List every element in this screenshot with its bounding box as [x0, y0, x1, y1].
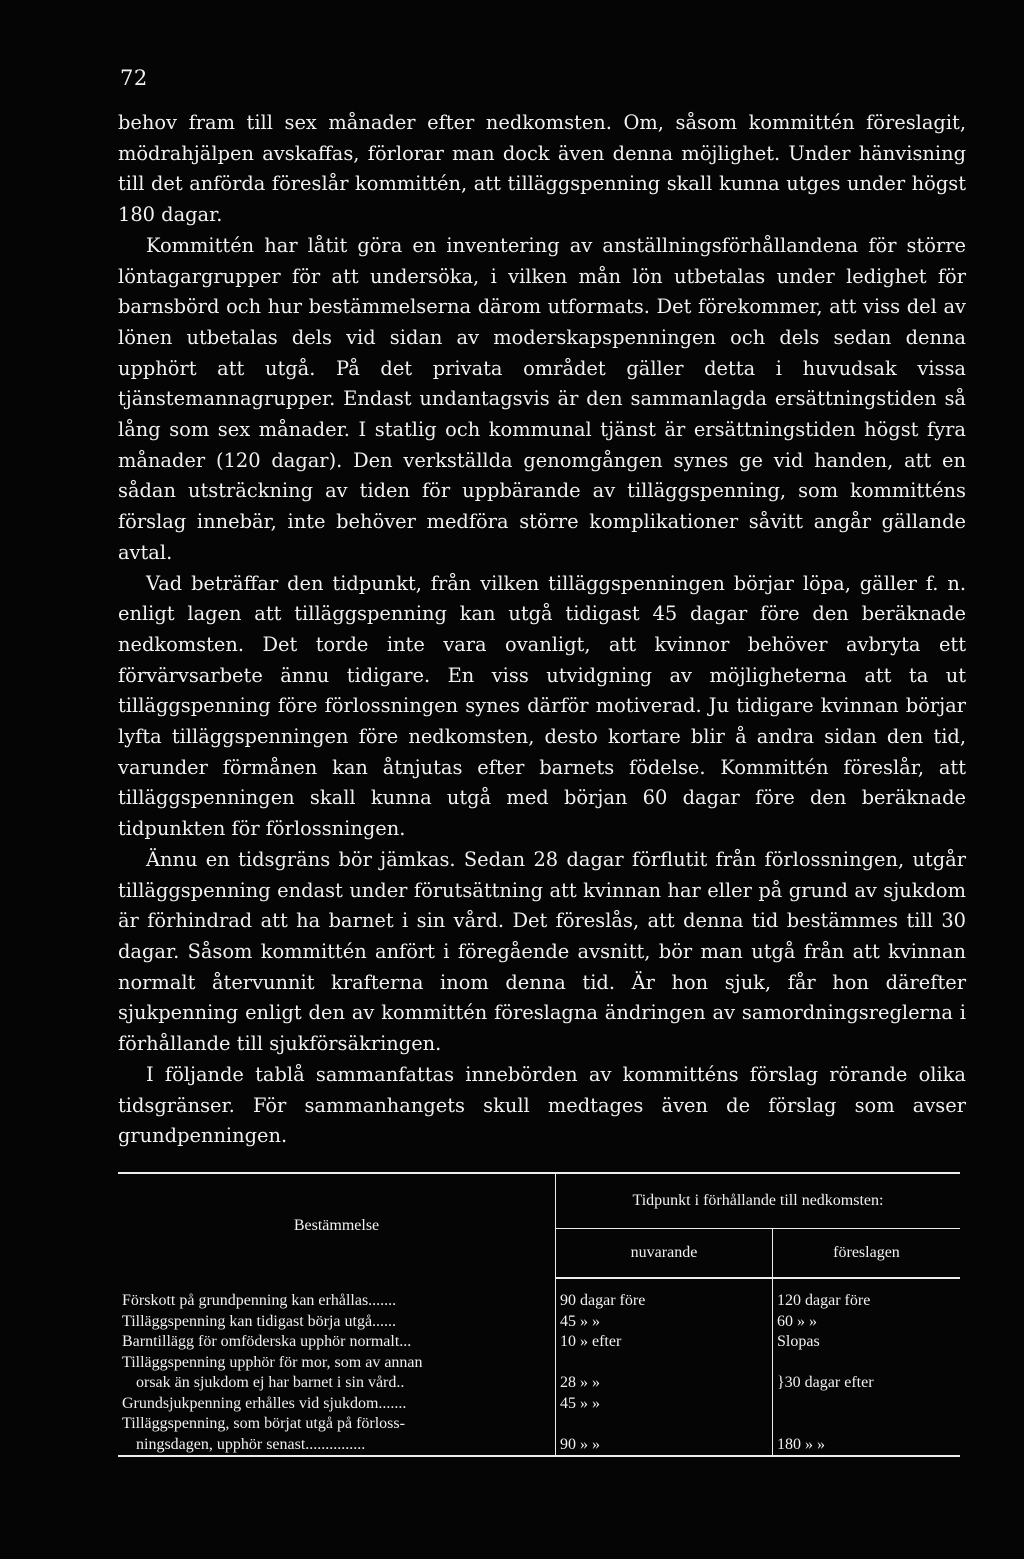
- row-proposed: 180 » »: [773, 1414, 961, 1456]
- row-label-line2: orsak än sjukdom ej har barnet i sin vård..: [136, 1374, 405, 1391]
- row-label: Barntillägg för omföderska upphör normalt...: [118, 1332, 556, 1353]
- row-current: 10 » efter: [556, 1332, 773, 1353]
- row-proposed: Slopas: [777, 1333, 820, 1350]
- row-label: Tilläggspenning kan tidigast börja utgå......: [118, 1312, 556, 1333]
- column-header-bestammelse: Bestämmelse: [118, 1173, 556, 1278]
- paragraph: Ännu en tidsgräns bör jämkas. Sedan 28 dagar förflutit från förlossningen, utgår tilläggspenning endast under förutsättning att kvinnan har eller på grund av sjukdom är förhindrad att ha barnet i sin vård. Det föreslås, att denna tid bestämmes till 30 dagar. Såsom kommittén anfört i föregående avsnitt, bör man utgå från att kvinnan normalt återvunnit krafterna inom denna tid. Är hon sjuk, får hon därefter sjukpenning enligt den av kommittén föreslagna ändringen av samordningsreglerna i förhållande till sjukförsäkringen.: [118, 847, 966, 1056]
- row-current: 90 » »: [556, 1414, 773, 1456]
- table-row: [118, 1312, 960, 1333]
- row-label: Förskott på grundpenning kan erhållas.......: [118, 1291, 556, 1312]
- paragraph: Kommittén har låtit göra en inventering av anställningsförhållandena för större löntagargrupper för att undersöka, i vilken mån lön utbetalas under ledighet för barnsbörd och hur bestämmelserna därom utformats. Det förekommer, att viss del av lönen utbetalas dels vid sidan av moderskapspenningen och dels sedan denna upphört att utgå. På det privata området gäller detta i huvudsak vissa tjänstemannagrupper. Endast undantagsvis är den sammanlagda ersättningstiden så lång som sex månader. I statlig och kommunal tjänst är ersättningstiden högst fyra månader (120 dagar). Den verkställda genomgången synes ge vid handen, att en sådan utsträckning av tiden för uppbärande av tilläggspenning, som kommitténs förslag innebär, inte behöver medföra större komplikationer såvitt angår gällande avtal.: [118, 233, 966, 564]
- table-row: [118, 1414, 960, 1456]
- row-label-line1: Tilläggspenning upphör för mor, som av annan: [122, 1353, 423, 1371]
- row-current: 90 dagar före: [556, 1291, 773, 1312]
- row-proposed: 120 dagar före: [777, 1292, 871, 1309]
- row-label: [118, 1353, 556, 1394]
- body-text: [118, 108, 966, 1152]
- table-row: [118, 1353, 960, 1394]
- row-proposed: [773, 1394, 961, 1415]
- summary-table: [118, 1172, 960, 1457]
- row-label: Grundsjukpenning erhålles vid sjukdom.......: [118, 1394, 556, 1415]
- row-label-line2: ningsdagen, upphör senast...............: [136, 1435, 366, 1453]
- row-current: 28 » »: [556, 1353, 773, 1394]
- row-label-line1: Tilläggspenning, som börjat utgå på förloss-: [122, 1415, 405, 1432]
- row-current: 45 » »: [556, 1394, 773, 1415]
- row-proposed: }30 dagar efter: [777, 1374, 874, 1391]
- column-header-proposed: föreslagen: [773, 1229, 961, 1279]
- table-row: [118, 1394, 960, 1415]
- paragraph: behov fram till sex månader efter nedkomsten. Om, såsom kommittén föreslagit, mödrahjälpen avskaffas, förlorar man dock även denna möjlighet. Under hänvisning till det anförda föreslår kommittén, att tilläggspenning skall kunna utges under högst 180 dagar.: [118, 111, 966, 227]
- row-label: [118, 1414, 556, 1456]
- group-header: Tidpunkt i förhållande till nedkomsten:: [556, 1173, 961, 1229]
- paragraph: I följande tablå sammanfattas innebörden av kommitténs förslag rörande olika tidsgränser. För sammanhangets skull medtages även de förslag som avser grundpenningen.: [118, 1062, 966, 1148]
- table-row: [118, 1332, 960, 1353]
- column-header-current: nuvarande: [556, 1229, 773, 1279]
- row-proposed: 60 » »: [777, 1312, 817, 1330]
- paragraph: Vad beträffar den tidpunkt, från vilken tilläggspenningen börjar löpa, gäller f. n. enligt lagen att tilläggspenning kan utgå tidigast 45 dagar före den beräknade nedkomsten. Det torde inte vara ovanligt, att kvinnor behöver avbryta ett förvärvsarbete ännu tidigare. En viss utvidgning av möjligheterna att ta ut tilläggspenning före förlossningen synes därför motiverad. Ju tidigare kvinnan börjar lyfta tilläggspenningen före nedkomsten, desto kortare blir å andra sidan den tid, varunder förmånen kan åtnjutas efter barnets födelse. Kommittén föreslår, att tilläggspenningen skall kunna utgå med början 60 dagar före den beräknade tidpunkten för förlossningen.: [118, 571, 966, 841]
- page-number: 72: [120, 66, 148, 90]
- row-current: 45 » »: [556, 1312, 773, 1333]
- table-row: [118, 1291, 960, 1312]
